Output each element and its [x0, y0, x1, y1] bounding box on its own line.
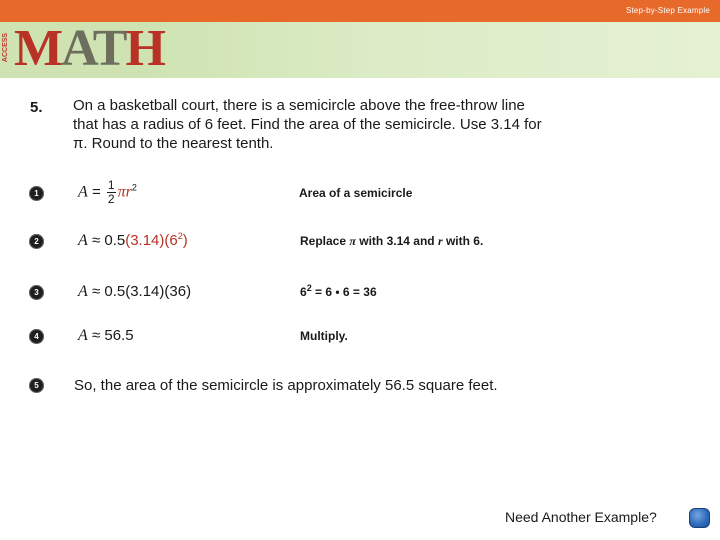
step-4-reason: Multiply. [300, 329, 348, 343]
step-1-equation: A = $\frac{1}{2}$ $\pi r^2$ [78, 178, 137, 206]
need-another-example-label[interactable]: Need Another Example? [505, 509, 657, 525]
step-5-conclusion: So, the area of the semicircle is approximately 56.5 square feet. [74, 377, 498, 394]
step-2 [0, 230, 720, 254]
next-example-button[interactable] [689, 508, 710, 528]
variable-r: r [125, 183, 132, 201]
step-4 [0, 325, 720, 349]
step-3 [0, 281, 720, 305]
logo-side-text: ACCESS [2, 32, 10, 63]
problem-statement: On a basketball court, there is a semicircle above the free-throw line that has a radius of 6 feet. Find the area of the semicircle. Use 3.14 for π. Round to the nearest tenth. [73, 97, 542, 152]
variable-a: A [78, 183, 88, 201]
step-3-badge[interactable]: 3 [29, 285, 44, 300]
step-by-step-label: Step-by-Step Example [625, 6, 710, 15]
step-5-badge[interactable]: 5 [29, 378, 44, 393]
step-1 [0, 178, 720, 206]
math-banner [0, 22, 720, 78]
step-2-reason: Replace π with 3.14 and r with 6. [300, 234, 484, 248]
step-3-reason: $6^2 = 6$ • 6 = 36 [300, 283, 377, 299]
fraction-one-half: $\frac{1}{2}$ [107, 178, 115, 206]
step-4-badge[interactable]: 4 [29, 329, 44, 344]
step-1-reason: Area of a semicircle [299, 186, 413, 200]
step-2-equation: $A \approx 0.5(3.14)(6^2)$ [78, 231, 188, 249]
pi-symbol: π [117, 183, 126, 201]
step-2-badge[interactable]: 2 [29, 234, 44, 249]
top-bar [0, 0, 720, 22]
banner-decoration [150, 22, 720, 78]
step-3-equation: A ≈ 0.5(3.14)(36) [78, 283, 192, 300]
problem-number: 5. [30, 99, 43, 116]
math-logo: MATH [14, 20, 164, 77]
step-4-equation: A ≈ 56.5 [78, 327, 134, 344]
step-1-badge[interactable]: 1 [29, 186, 44, 201]
